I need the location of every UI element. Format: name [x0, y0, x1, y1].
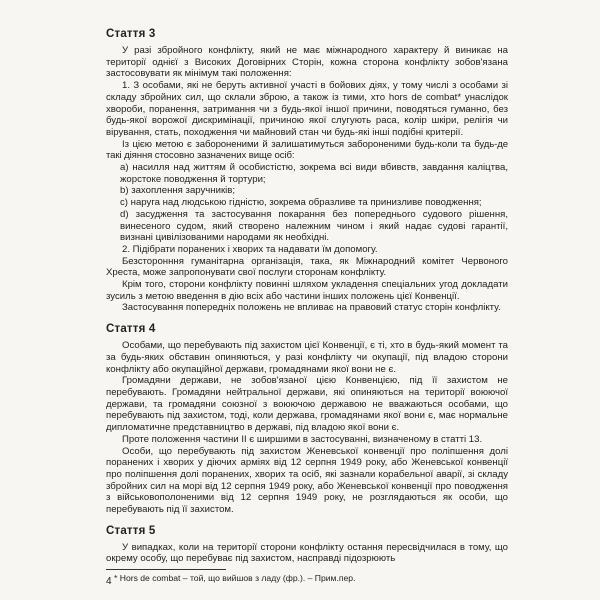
paragraph: Особи, що перебувають під захистом Женевської конвенції про поліпшення долі поранених і хворих у діючих арміях від 12 серпня 1949 року, або Женевської конвенції про поліпшення долі поранених, хворих та осіб, які зазнали корабельної аварії, зі складу збройних сил на морі від 12 серпня 1949 року, або Женевської конвенції про поводження з військовополоненими від 12 серпня 1949 року, не розглядаються як особи, що перебувають під її захистом.	[106, 445, 508, 516]
paragraph: b) захоплення заручників;	[120, 185, 236, 197]
article-4	[106, 323, 508, 516]
paragraph: Особами, що перебувають під захистом цієї Конвенції, є ті, хто в будь-який момент та за будь-яких обставин опиняються, у разі конфлікту чи окупації, під владою сторони конфлікту або окупаційної держави, громадянами якої вони не є.	[106, 340, 508, 375]
paragraph: a) насилля над життям й особистістю, зокрема всі види вбивств, завдання каліцтва, жорстоке поводження й тортури;	[120, 162, 508, 185]
paragraph: У випадках, коли на території сторони конфлікту остання пересвідчилася в тому, що окрему особу, що перебуває під захистом, насправді підозрюють	[106, 541, 508, 565]
paragraph: Із цією метою є забороненими й залишатимуться забороненими будь-коли та будь-де такі діяння стосовно зазначених вище осіб:	[106, 138, 508, 162]
article-3-heading: Стаття 3	[106, 28, 156, 40]
paragraph: d) засудження та застосування покарання без попереднього судового рішення, винесеного судом, який створено належним чином і який надає судові гарантії, визнані цивілізованими народами як необхідні.	[120, 208, 508, 244]
paragraph: 1. З особами, які не беруть активної участі в бойових діях, у тому числі з особами зі складу збройних сил, що склали зброю, а також із тими, хто hors de combat* унаслідок хвороби, поранення, затримання чи з будь-якої іншої причини, поводяться гуманно, без будь-якої ворожої дискримінації, причиною якої слугують раса, колір шкіри, релігія чи вірування, стать, походження чи майновий стан чи будь-які інші подібні критерії.	[106, 80, 508, 138]
article-5-heading: Стаття 5	[106, 524, 156, 537]
footnote-divider	[106, 569, 226, 570]
article-3	[106, 28, 508, 314]
article-4-heading: Стаття 4	[106, 323, 156, 336]
footnote: * Hors de combat – той, що вийшов з ладу (фр.). – Прим.пер.	[114, 573, 356, 584]
paragraph: Застосування попередніх положень не впливає на правовий статус сторін конфлікту.	[122, 302, 501, 314]
article-5	[106, 525, 508, 565]
article-3-body	[106, 45, 508, 314]
paragraph: 2. Підібрати поранених і хворих та надавати їм допомогу.	[122, 243, 378, 255]
article-4-body	[106, 340, 508, 516]
paragraph: Крім того, сторони конфлікту повинні шляхом укладення спеціальних угод докладати зусиль з метою введення в дію всіх або частини інших положень цієї Конвенції.	[106, 279, 508, 302]
paragraph: Проте положення частини II є ширшими в застосуванні, визначеному в статті 13.	[122, 433, 483, 445]
paragraph: Безсторонння гуманітарна організація, така, як Міжнародний комітет Червоного Хреста, може запропонувати свої послуги сторонам конфлікту.	[106, 255, 508, 279]
paragraph: c) наруга над людською гідністю, зокрема образливе та принизливе поводження;	[120, 197, 482, 209]
article-5-body	[106, 542, 508, 565]
paragraph: У разі збройного конфлікту, який не має міжнародного характеру й виникає на території однієї з Високих Договірних Сторін, кожна сторона конфлікту зобов'язана застосовувати як мінімум такі положення:	[106, 45, 508, 80]
paragraph: Громадяни держави, не зобов'язаної цією Конвенцією, під її захистом не перебувають. Громадяни нейтральної держави, які опиняються на території воюючої держави, та громадяни союзної з воюючою державою не вважаються особами, що перебувають під захистом, тоді, коли держава, громадянами якої вони є, має нормальне дипломатичне представництво в державі, під владою якої вони є.	[106, 375, 508, 434]
page-number: 4	[106, 576, 112, 587]
